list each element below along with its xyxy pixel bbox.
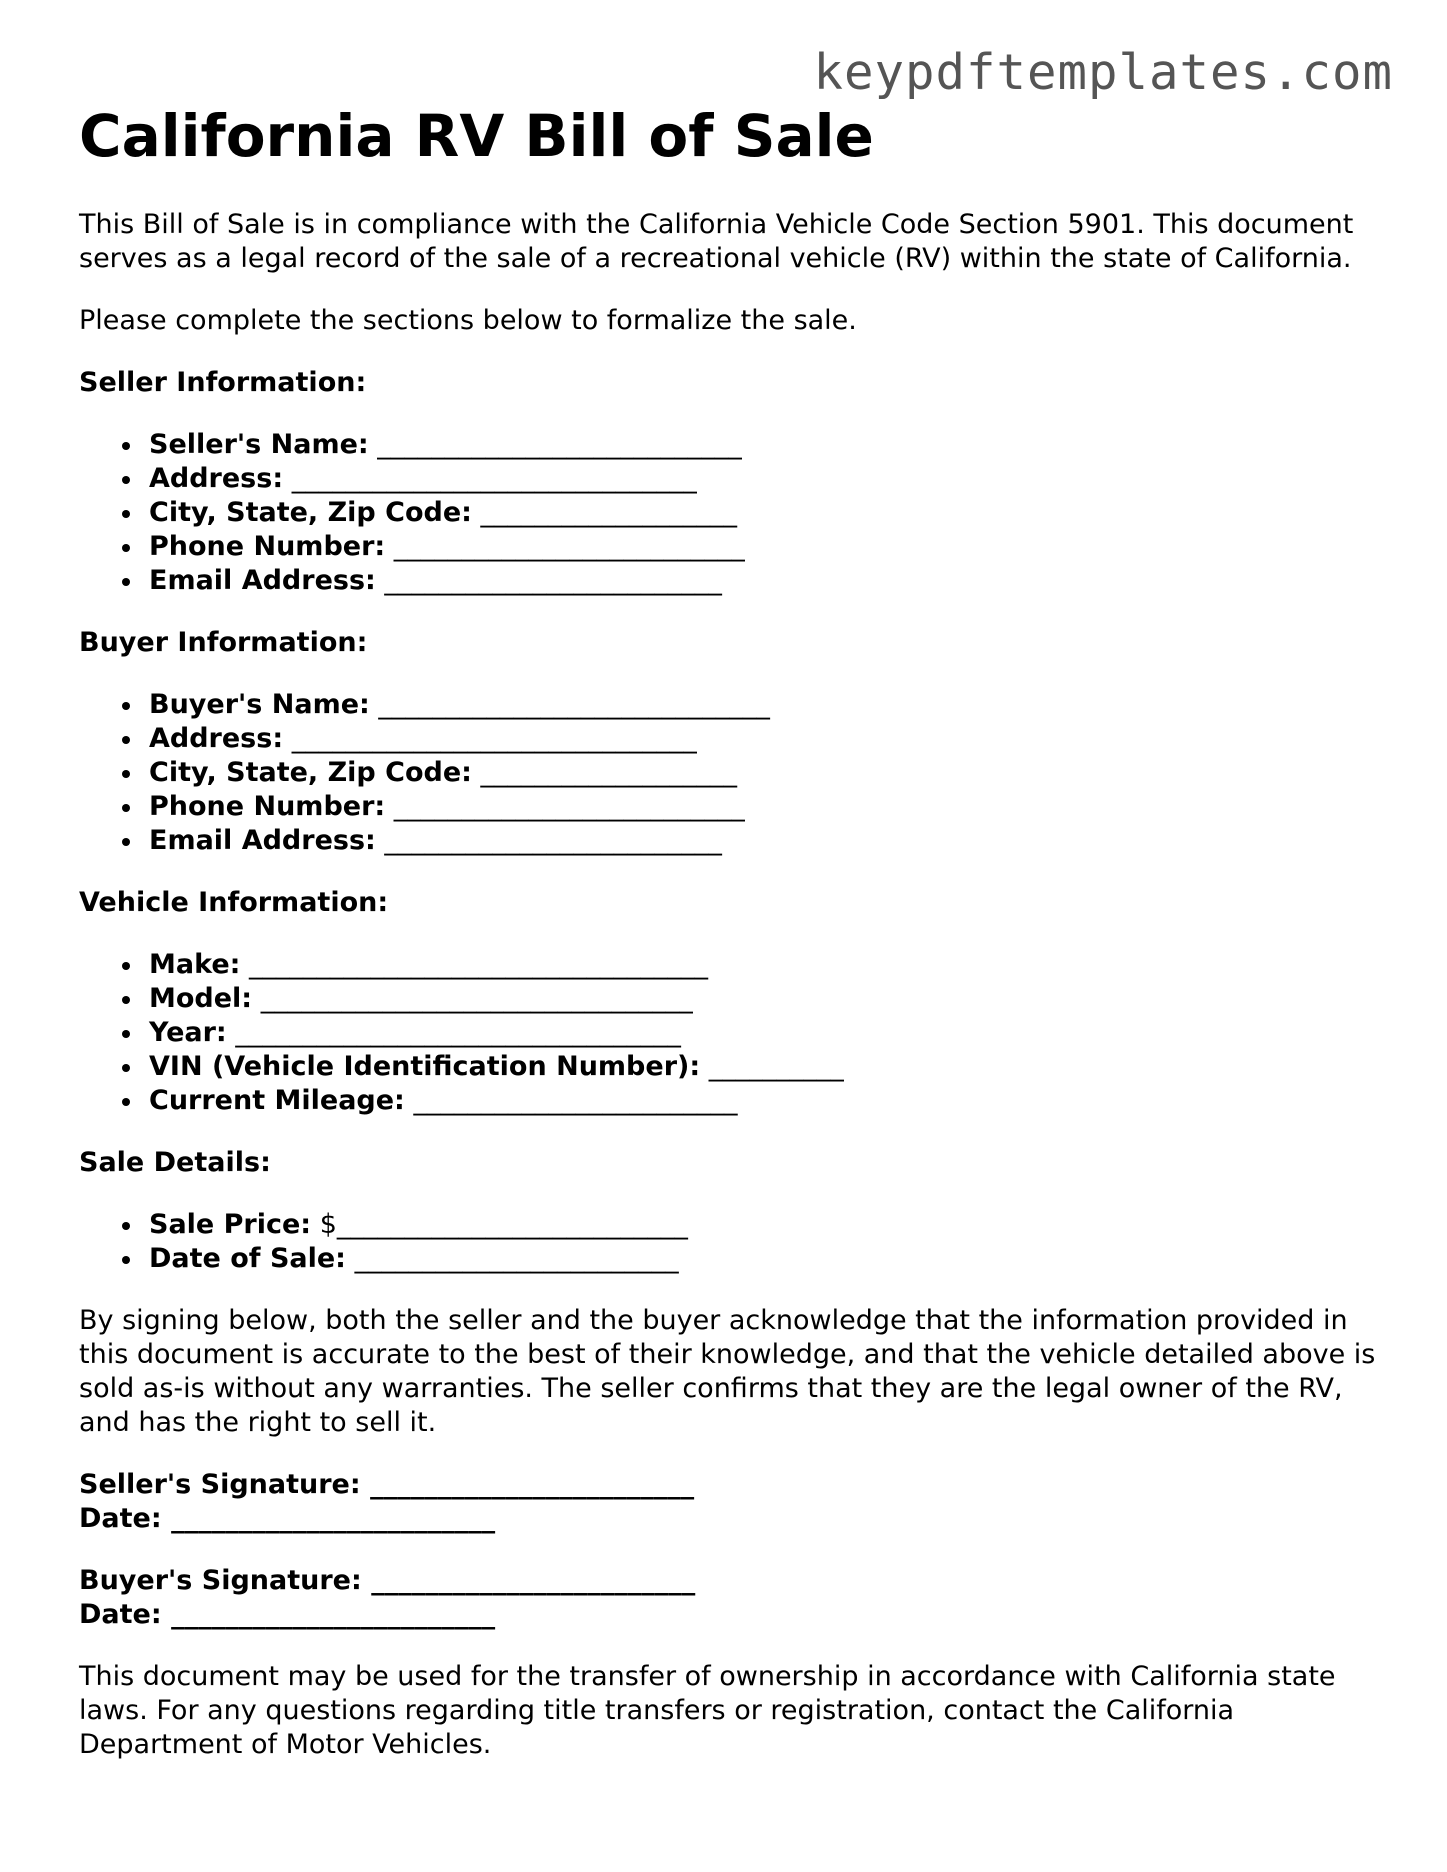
field-label: City, State, Zip Code: xyxy=(149,757,472,788)
vehicle-fields-list xyxy=(79,948,1379,1118)
field-label: Make: xyxy=(149,949,241,980)
field-blank: __________________________ xyxy=(393,791,745,822)
instruction-paragraph: Please complete the sections below to formalize the sale. xyxy=(79,305,857,336)
field-label: Seller's Name: xyxy=(149,429,369,460)
buyer-phone-field[interactable] xyxy=(149,790,1379,824)
field-label: Sale Price: xyxy=(149,1209,312,1240)
field-blank: _________________________________ xyxy=(235,1017,681,1048)
watermark: keypdftemplates.com xyxy=(813,44,1393,101)
closing-paragraph: This document may be used for the transfer of ownership in accordance with California state laws. For any questions regarding title transfers or registration, contact the California Department of Motor Vehicles. xyxy=(79,1661,1336,1760)
seller-signature-block xyxy=(79,1468,1379,1536)
seller-heading: Seller Information: xyxy=(79,367,367,398)
field-blank: ______________________________ xyxy=(291,723,697,754)
seller-date-field[interactable] xyxy=(79,1502,1379,1536)
seller-signature-field[interactable] xyxy=(79,1468,1379,1502)
field-label: Phone Number: xyxy=(149,791,386,822)
vehicle-model-field[interactable] xyxy=(149,982,1379,1016)
seller-phone-field[interactable] xyxy=(149,530,1379,564)
vehicle-mileage-field[interactable] xyxy=(149,1084,1379,1118)
document-title: California RV Bill of Sale xyxy=(79,102,874,170)
vehicle-heading: Vehicle Information: xyxy=(79,887,389,918)
seller-email-field[interactable] xyxy=(149,564,1379,598)
vehicle-year-field[interactable] xyxy=(149,1016,1379,1050)
field-label: Email Address: xyxy=(149,565,376,596)
field-blank: _____________________________ xyxy=(378,689,770,720)
seller-fields-list xyxy=(79,428,1379,598)
field-blank: __________________________ xyxy=(393,531,745,562)
field-label: VIN (Vehicle Identification Number): xyxy=(149,1051,701,1082)
field-blank: ________________________ xyxy=(371,1565,696,1596)
seller-city-state-zip-field[interactable] xyxy=(149,496,1379,530)
field-label: Buyer's Signature: xyxy=(79,1565,362,1596)
field-label: Date: xyxy=(79,1599,162,1630)
buyer-signature-field[interactable] xyxy=(79,1564,1379,1598)
vehicle-vin-field[interactable] xyxy=(149,1050,1379,1084)
field-label: Date of Sale: xyxy=(149,1243,346,1274)
field-label: Phone Number: xyxy=(149,531,386,562)
buyer-signature-block xyxy=(79,1564,1379,1632)
field-label: Seller's Signature: xyxy=(79,1469,361,1500)
field-blank: ______________________________ xyxy=(291,463,697,494)
field-label: Address: xyxy=(149,723,284,754)
buyer-email-field[interactable] xyxy=(149,824,1379,858)
buyer-city-state-zip-field[interactable] xyxy=(149,756,1379,790)
field-label: Model: xyxy=(149,983,253,1014)
field-label: Current Mileage: xyxy=(149,1085,405,1116)
sale-price-field[interactable] xyxy=(149,1208,1379,1242)
buyer-heading: Buyer Information: xyxy=(79,627,368,658)
field-blank: $__________________________ xyxy=(319,1209,688,1240)
buyer-date-field[interactable] xyxy=(79,1598,1379,1632)
field-label: Buyer's Name: xyxy=(149,689,370,720)
field-blank: ________________________ xyxy=(171,1503,496,1534)
field-blank: ___________________________ xyxy=(377,429,742,460)
field-label: City, State, Zip Code: xyxy=(149,497,472,528)
field-blank: __________ xyxy=(708,1051,844,1082)
sale-fields-list xyxy=(79,1208,1379,1276)
field-blank: __________________________________ xyxy=(249,949,709,980)
field-label: Date: xyxy=(79,1503,162,1534)
seller-name-field[interactable] xyxy=(149,428,1379,462)
field-label: Email Address: xyxy=(149,825,376,856)
intro-paragraph: This Bill of Sale is in compliance with the California Vehicle Code Section 5901. This document serves as a legal record of the sale of a recreational vehicle (RV) within the state of California. xyxy=(79,209,1354,274)
field-blank: ___________________ xyxy=(480,757,738,788)
field-blank: ________________________ xyxy=(171,1599,496,1630)
field-label: Year: xyxy=(149,1017,227,1048)
seller-address-field[interactable] xyxy=(149,462,1379,496)
buyer-name-field[interactable] xyxy=(149,688,1379,722)
acknowledgment-paragraph: By signing below, both the seller and the buyer acknowledge that the information provided in this document is accurate to the best of their knowledge, and that the vehicle detailed above is sold as-is without any warranties. The seller confirms that they are the legal owner of the RV, and has the right to sell it. xyxy=(79,1305,1376,1438)
field-blank: _________________________ xyxy=(384,825,722,856)
field-label: Address: xyxy=(149,463,284,494)
field-blank: ________________________ xyxy=(354,1243,679,1274)
buyer-fields-list xyxy=(79,688,1379,858)
buyer-address-field[interactable] xyxy=(149,722,1379,756)
document-page xyxy=(79,100,1379,1762)
vehicle-make-field[interactable] xyxy=(149,948,1379,982)
field-blank: ___________________ xyxy=(480,497,738,528)
sale-date-field[interactable] xyxy=(149,1242,1379,1276)
field-blank: ________________________ xyxy=(413,1085,738,1116)
field-blank: ________________________________ xyxy=(260,983,693,1014)
field-blank: ________________________ xyxy=(370,1469,695,1500)
field-blank: _________________________ xyxy=(384,565,722,596)
sale-heading: Sale Details: xyxy=(79,1147,271,1178)
